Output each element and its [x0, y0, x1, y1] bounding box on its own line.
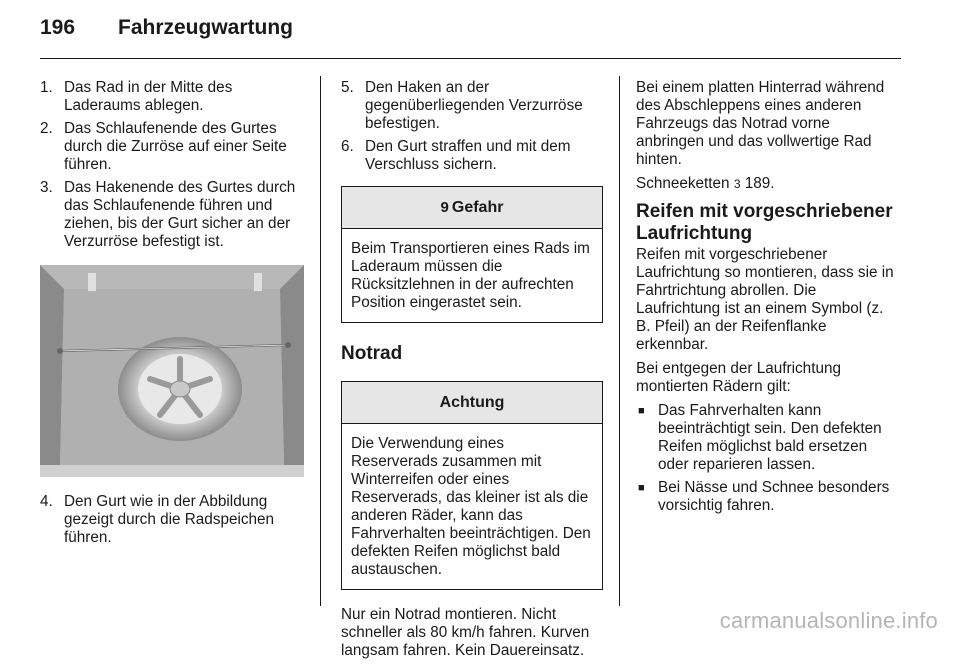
list-item: ■ Das Fahrverhalten kann beeinträchtigt sein. Den defekten Reifen möglichst bald ersetzen oder reparieren lassen. — [638, 402, 882, 473]
square-bullet-icon: ■ — [638, 405, 645, 417]
cross-reference: Schneeketten 3 189. — [636, 175, 775, 192]
page-header — [40, 16, 293, 46]
reference-page: 189. — [744, 175, 775, 192]
caution-box-title: Achtung — [439, 393, 505, 411]
section-title-notrad: Notrad — [341, 343, 403, 364]
danger-box-header — [342, 187, 602, 229]
square-bullet-icon: ■ — [638, 482, 645, 494]
list-item: 2. Das Schlaufenende des Gurtes durch die Zurröse auf einer Seite führen. — [40, 120, 287, 173]
column-divider — [320, 76, 321, 606]
danger-box — [341, 186, 603, 323]
list-item: 4. Den Gurt wie in der Abbildung gezeigt durch die Radspeichen führen. — [40, 493, 275, 546]
caution-box — [341, 381, 603, 590]
danger-box-text: Beim Transportieren eines Rads im Laderaum müssen die Rücksitzlehnen in der aufrechten Position eingerastet sein. — [351, 240, 590, 311]
caution-box-text: Die Verwendung eines Reserverads zusammen mit Winterreifen oder eines Reserverads, das kleiner ist als die anderen Räder, kann das Fahrverhalten beeinträchtigen. Den defekten Reifen möglichst bald austauschen. — [351, 435, 591, 578]
cargo-wheel-illustration — [40, 265, 304, 477]
paragraph: Reifen mit vorgeschriebener Laufrichtung so montieren, dass sie in Fahrtrichtung abrollen. Die Laufrichtung ist an einem Symbol (z. B. Pfeil) an der Reifenflanke erkennbar. — [636, 246, 894, 353]
list-item: ■ Bei Nässe und Schnee besonders vorsichtig fahren. — [638, 479, 890, 514]
column-2 — [341, 79, 603, 666]
column-1 — [40, 79, 304, 552]
reference-arrow-icon: 3 — [733, 177, 741, 191]
list-item: 6. Den Gurt straffen und mit dem Verschluss sichern. — [341, 138, 571, 173]
list-item: 1. Das Rad in der Mitte des Laderaums ablegen. — [40, 79, 233, 114]
paragraph: Bei einem platten Hinterrad während des Abschleppens eines anderen Fahrzeugs das Notrad vorne anbringen und das vollwertige Rad hinten. — [636, 79, 885, 168]
warning-triangle-icon: 9 — [440, 198, 449, 216]
list-item: 3. Das Hakenende des Gurtes durch das Schlaufenende führen und ziehen, bis der Gurt sicher an der Verzurröse befestigt ist. — [40, 179, 296, 250]
bullet-list — [636, 402, 902, 515]
list-item: 5. Den Haken an der gegenüberliegenden Verzurröse befestigen. — [341, 79, 583, 132]
header-rule — [40, 58, 901, 59]
section-title-reifen: Reifen mit vorgeschriebener Laufrichtung — [636, 201, 893, 244]
page-number: 196 — [40, 16, 76, 39]
column-divider — [619, 76, 620, 606]
caution-box-header — [342, 382, 602, 424]
paragraph: Bei entgegen der Laufrichtung montierten Rädern gilt: — [636, 360, 841, 395]
watermark: carmanualsonline.info — [719, 608, 938, 633]
danger-box-title: Gefahr — [451, 198, 504, 216]
column-3 — [636, 79, 902, 520]
page-title: Fahrzeugwartung — [118, 16, 294, 39]
notrad-paragraph: Nur ein Notrad montieren. Nicht schneller als 80 km/h fahren. Kurven langsam fahren. Kein Dauereinsatz. — [341, 606, 590, 659]
steps-list — [341, 79, 603, 174]
steps-list-continued — [40, 493, 304, 547]
steps-list — [40, 79, 304, 251]
